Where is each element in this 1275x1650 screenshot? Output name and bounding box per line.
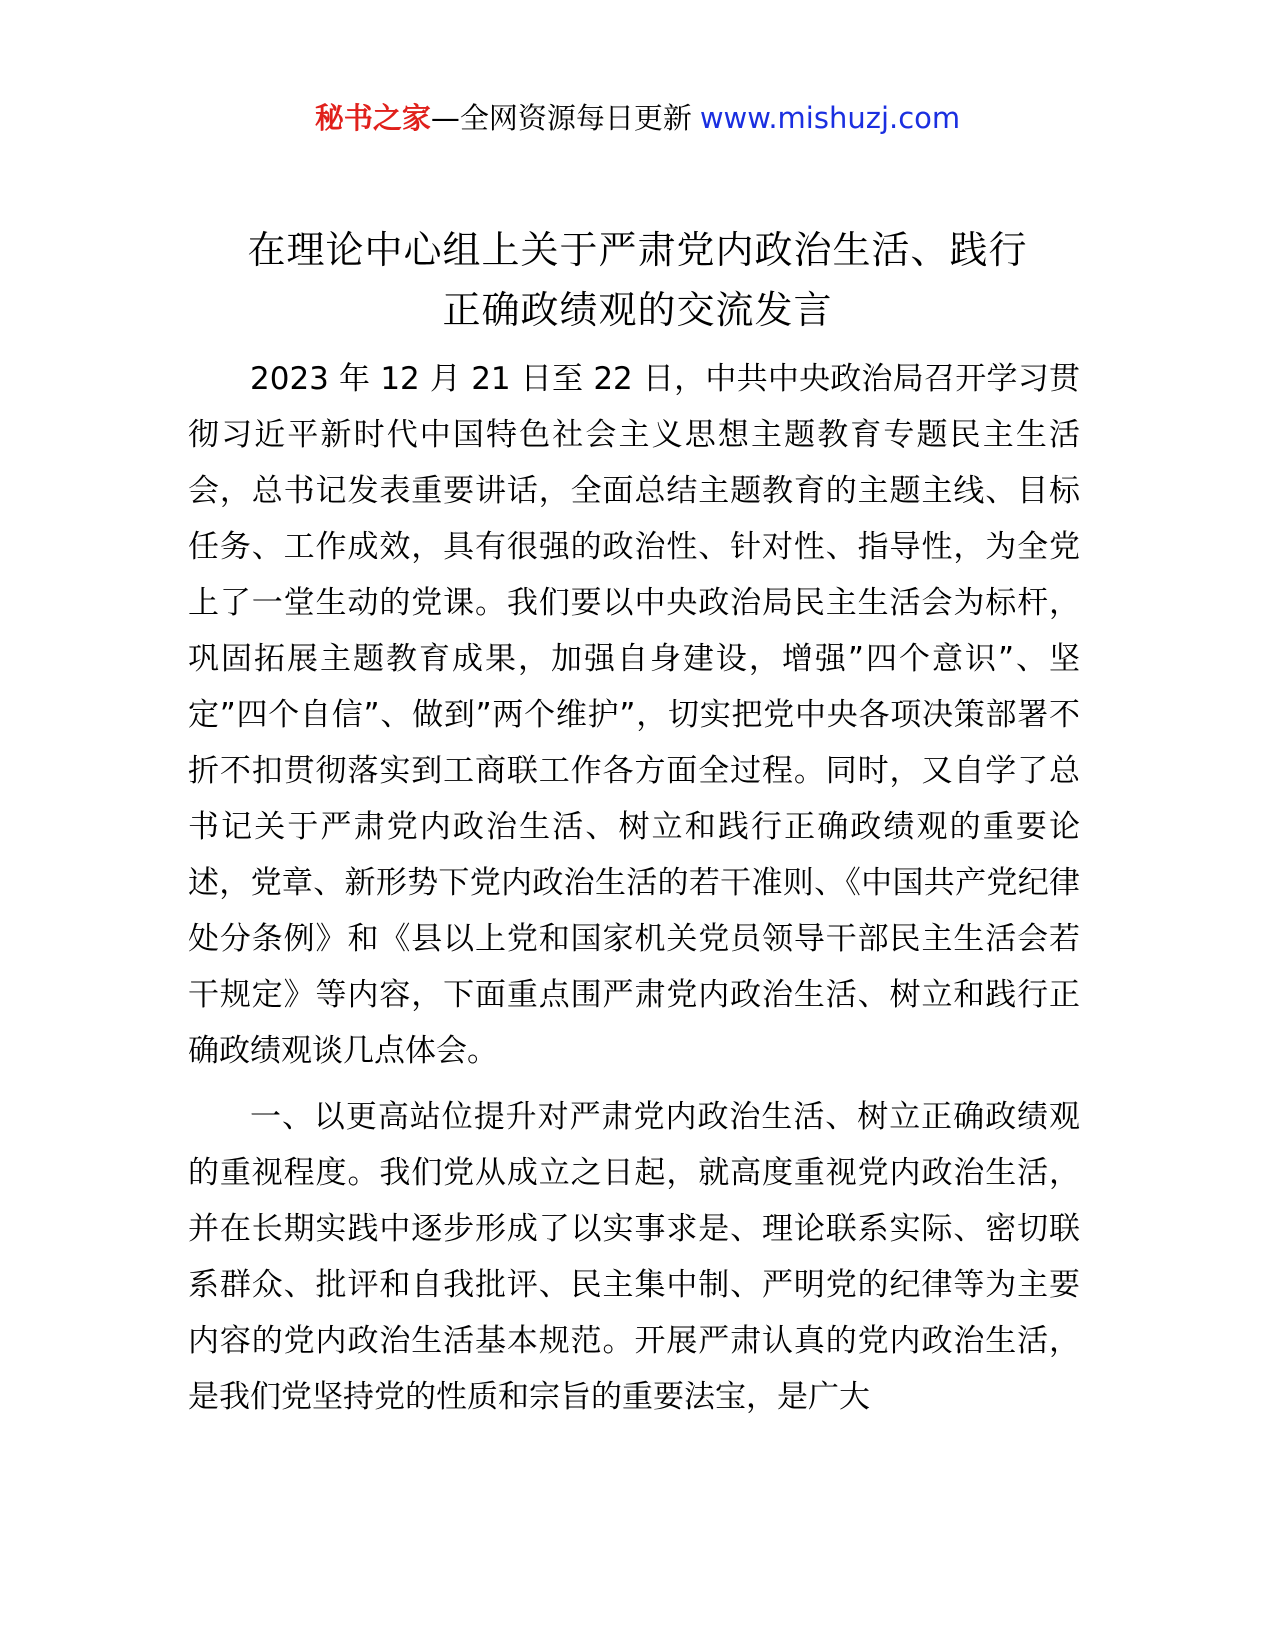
document-title	[160, 220, 1115, 340]
site-header	[0, 96, 1275, 140]
title-line-1: 在理论中心组上关于严肃党内政治生活、践行	[247, 228, 1028, 272]
paragraph-intro: 2023 年 12 月 21 日至 22 日，中共中央政治局召开学习贯彻习近平新时代中国特色社会主义思想主题教育专题民主生活会，总书记发表重要讲话，全面总结主题教育的主题主线、目标任务、工作成效，具有很强的政治性、针对性、指导性，为全党上了一堂生动的党课。我们要以中央政治局民主生活会为标杆，巩固拓展主题教育成果，加强自身建设，增强”四个意识”、坚定”四个自信”、做到”两个维护”，切实把党中央各项决策部署不折不扣贯彻落实到工商联工作各方面全过程。同时，又自学了总书记关于严肃党内政治生活、树立和践行正确政绩观的重要论述，党章、新形势下党内政治生活的若干准则、《中国共产党纪律处分条例》和《县以上党和国家机关党员领导干部民主生活会若干规定》等内容，下面重点围严肃党内政治生活、树立和践行正确政绩观谈几点体会。	[188, 361, 1080, 1069]
title-line-2: 正确政绩观的交流发言	[442, 288, 833, 332]
document-body	[188, 351, 1080, 1425]
site-url-link[interactable]: www.mishuzj.com	[699, 101, 961, 135]
paragraph-section-1: 一、以更高站位提升对严肃党内政治生活、树立正确政绩观的重视程度。我们党从成立之日起，就高度重视党内政治生活，并在长期实践中逐步形成了以实事求是、理论联系实际、密切联系群众、批评和自我批评、民主集中制、严明党的纪律等为主要内容的党内政治生活基本规范。开展严肃认真的党内政治生活，是我们党坚持党的性质和宗旨的重要法宝，是广大	[188, 1099, 1080, 1415]
brand-name: 秘书之家	[314, 101, 431, 135]
header-tagline: —全网资源每日更新	[430, 101, 692, 135]
